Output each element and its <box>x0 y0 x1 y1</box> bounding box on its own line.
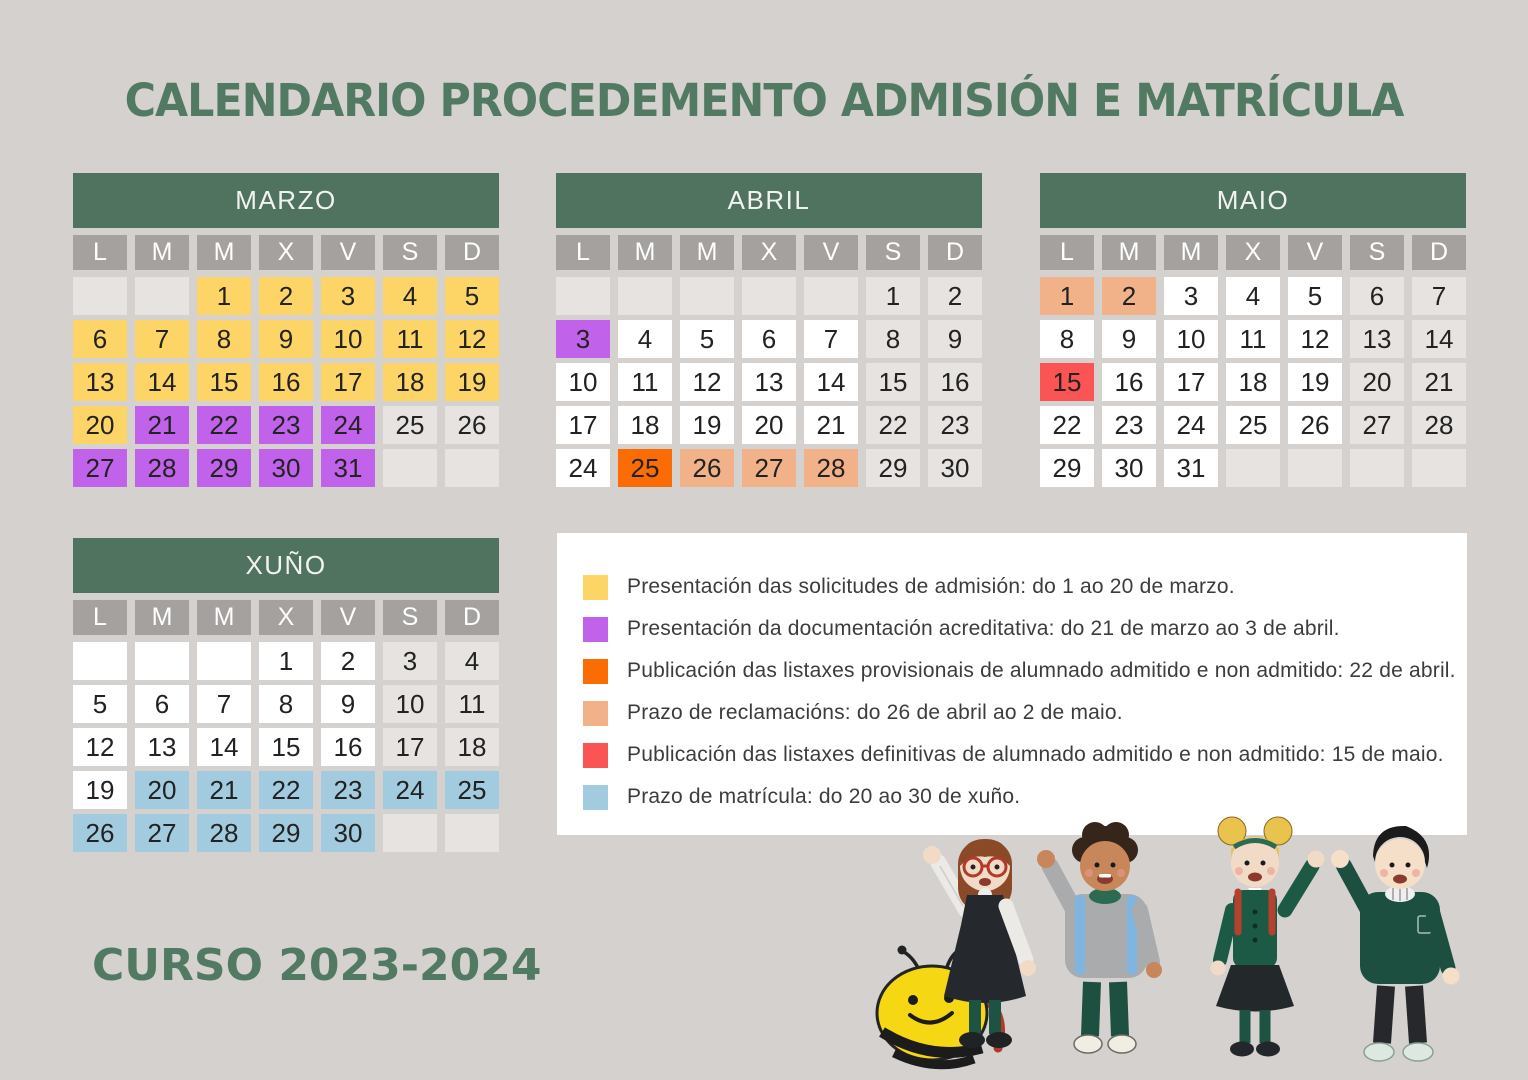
day-cell: 30 <box>321 814 375 852</box>
day-cell: 21 <box>135 406 189 444</box>
weekday-header: S <box>866 235 920 270</box>
day-cell: 12 <box>680 363 734 401</box>
day-cell: 22 <box>259 771 313 809</box>
page-title: CALENDARIO PROCEDEMENTO ADMISIÓN E MATRÍCULA <box>124 74 1404 127</box>
day-cell: 22 <box>197 406 251 444</box>
day-cell: 5 <box>73 685 127 723</box>
weekday-header: D <box>445 600 499 635</box>
day-grid-maio <box>1040 277 1466 487</box>
legend-swatch-yellow <box>583 575 608 600</box>
day-cell: 11 <box>618 363 672 401</box>
legend-text: Presentación da documentación acreditativa: do 21 de marzo ao 3 de abril. <box>627 617 1340 640</box>
day-cell: 16 <box>321 728 375 766</box>
day-cell: 9 <box>1102 320 1156 358</box>
day-cell: 29 <box>866 449 920 487</box>
day-cell: 25 <box>618 449 672 487</box>
day-cell: 16 <box>1102 363 1156 401</box>
legend-text: Publicación das listaxes provisionais de alumnado admitido e non admitido: 22 de abril. <box>627 659 1456 682</box>
day-cell: 12 <box>73 728 127 766</box>
day-cell: 16 <box>259 363 313 401</box>
day-cell: 5 <box>445 277 499 315</box>
legend-item <box>583 692 1467 734</box>
weekday-header: M <box>680 235 734 270</box>
weekday-header: D <box>928 235 982 270</box>
day-cell: 6 <box>1350 277 1404 315</box>
boy-waving-illustration <box>1331 826 1460 1061</box>
day-grid-marzo <box>73 277 499 487</box>
day-cell: 21 <box>197 771 251 809</box>
day-cell: 4 <box>618 320 672 358</box>
day-cell: 31 <box>1164 449 1218 487</box>
day-cell: 1 <box>1040 277 1094 315</box>
day-cell: 13 <box>135 728 189 766</box>
weekday-header: V <box>804 235 858 270</box>
legend-item <box>583 608 1467 650</box>
day-cell: 18 <box>618 406 672 444</box>
day-cell: 9 <box>321 685 375 723</box>
day-cell: 2 <box>1102 277 1156 315</box>
day-cell: 28 <box>1412 406 1466 444</box>
legend-text: Publicación das listaxes definitivas de alumnado admitido e non admitido: 15 de maio. <box>627 743 1444 766</box>
legend-swatch-blue <box>583 785 608 810</box>
day-cell-empty <box>445 814 499 852</box>
weekday-header: S <box>1350 235 1404 270</box>
day-cell: 26 <box>445 406 499 444</box>
day-cell: 4 <box>383 277 437 315</box>
day-cell: 9 <box>928 320 982 358</box>
day-cell: 7 <box>1412 277 1466 315</box>
day-cell-empty <box>556 277 610 315</box>
day-cell: 8 <box>1040 320 1094 358</box>
calendar-xuno <box>73 538 499 852</box>
day-cell-empty <box>73 642 127 680</box>
weekday-header: M <box>618 235 672 270</box>
day-cell-empty <box>135 277 189 315</box>
weekday-header: S <box>383 600 437 635</box>
day-cell-empty <box>383 449 437 487</box>
day-cell: 25 <box>383 406 437 444</box>
day-cell: 3 <box>321 277 375 315</box>
day-cell: 22 <box>1040 406 1094 444</box>
weekday-header: M <box>135 600 189 635</box>
day-cell: 2 <box>321 642 375 680</box>
day-cell: 2 <box>259 277 313 315</box>
weekday-header: S <box>383 235 437 270</box>
weekday-header: M <box>197 600 251 635</box>
day-cell: 15 <box>1040 363 1094 401</box>
day-cell: 14 <box>197 728 251 766</box>
day-cell: 28 <box>197 814 251 852</box>
day-cell: 4 <box>445 642 499 680</box>
day-cell: 14 <box>135 363 189 401</box>
weekday-header: V <box>321 235 375 270</box>
weekday-header: L <box>556 235 610 270</box>
day-cell: 29 <box>1040 449 1094 487</box>
day-cell: 26 <box>680 449 734 487</box>
day-cell: 15 <box>866 363 920 401</box>
day-cell: 23 <box>928 406 982 444</box>
weekday-header: X <box>259 235 313 270</box>
day-cell: 3 <box>1164 277 1218 315</box>
legend-item <box>583 734 1467 776</box>
day-cell: 26 <box>1288 406 1342 444</box>
day-cell: 24 <box>556 449 610 487</box>
day-cell: 25 <box>1226 406 1280 444</box>
weekday-row <box>556 235 982 270</box>
weekday-row <box>1040 235 1466 270</box>
day-cell-empty <box>1350 449 1404 487</box>
day-cell: 10 <box>556 363 610 401</box>
day-cell: 17 <box>321 363 375 401</box>
day-cell: 8 <box>866 320 920 358</box>
day-cell-empty <box>73 277 127 315</box>
day-cell: 15 <box>259 728 313 766</box>
day-cell: 10 <box>383 685 437 723</box>
day-cell: 26 <box>73 814 127 852</box>
legend-text: Presentación das solicitudes de admisión: do 1 ao 20 de marzo. <box>627 575 1235 598</box>
day-cell: 6 <box>742 320 796 358</box>
day-cell: 12 <box>445 320 499 358</box>
calendar-marzo <box>73 173 499 487</box>
day-cell: 23 <box>321 771 375 809</box>
month-title-abril: ABRIL <box>556 173 982 228</box>
day-cell: 18 <box>445 728 499 766</box>
day-cell: 27 <box>135 814 189 852</box>
day-cell: 1 <box>259 642 313 680</box>
weekday-header: D <box>445 235 499 270</box>
day-cell: 20 <box>73 406 127 444</box>
day-cell-empty <box>680 277 734 315</box>
calendar-maio <box>1040 173 1466 487</box>
day-cell: 29 <box>197 449 251 487</box>
day-cell: 7 <box>804 320 858 358</box>
weekday-header: L <box>1040 235 1094 270</box>
day-cell: 14 <box>1412 320 1466 358</box>
day-cell: 28 <box>804 449 858 487</box>
day-cell: 24 <box>1164 406 1218 444</box>
weekday-header: X <box>1226 235 1280 270</box>
day-cell: 11 <box>383 320 437 358</box>
legend-text: Prazo de matrícula: do 20 ao 30 de xuño. <box>627 785 1021 808</box>
day-cell: 7 <box>135 320 189 358</box>
course-label: CURSO 2023-2024 <box>92 940 542 991</box>
day-cell: 17 <box>1164 363 1218 401</box>
day-cell: 19 <box>445 363 499 401</box>
day-cell: 30 <box>928 449 982 487</box>
day-cell: 13 <box>742 363 796 401</box>
day-cell-empty <box>804 277 858 315</box>
month-title-marzo: MARZO <box>73 173 499 228</box>
legend-swatch-salmon <box>583 701 608 726</box>
weekday-header: L <box>73 235 127 270</box>
boy-with-backpack-illustration <box>1037 822 1162 1053</box>
day-cell: 20 <box>135 771 189 809</box>
legend-box <box>557 533 1467 835</box>
day-cell: 7 <box>197 685 251 723</box>
day-cell: 3 <box>383 642 437 680</box>
day-grid-abril <box>556 277 982 487</box>
day-cell: 5 <box>1288 277 1342 315</box>
day-cell: 17 <box>556 406 610 444</box>
weekday-header: M <box>197 235 251 270</box>
legend-item <box>583 650 1467 692</box>
day-cell: 19 <box>73 771 127 809</box>
day-cell: 28 <box>135 449 189 487</box>
day-cell: 27 <box>1350 406 1404 444</box>
day-cell-empty <box>135 642 189 680</box>
children-illustration <box>860 810 1505 1078</box>
day-cell: 17 <box>383 728 437 766</box>
legend-swatch-orange <box>583 659 608 684</box>
day-cell: 23 <box>1102 406 1156 444</box>
day-cell: 8 <box>259 685 313 723</box>
day-cell-empty <box>1288 449 1342 487</box>
day-cell: 10 <box>321 320 375 358</box>
day-cell: 13 <box>1350 320 1404 358</box>
day-cell: 27 <box>73 449 127 487</box>
day-cell: 6 <box>73 320 127 358</box>
day-cell: 31 <box>321 449 375 487</box>
weekday-header: M <box>135 235 189 270</box>
weekday-header: L <box>73 600 127 635</box>
day-cell: 21 <box>804 406 858 444</box>
day-cell: 29 <box>259 814 313 852</box>
legend-swatch-red <box>583 743 608 768</box>
weekday-row <box>73 235 499 270</box>
day-cell: 20 <box>742 406 796 444</box>
day-cell: 21 <box>1412 363 1466 401</box>
legend-text: Prazo de reclamacións: do 26 de abril ao 2 de maio. <box>627 701 1123 724</box>
day-cell: 22 <box>866 406 920 444</box>
day-cell: 8 <box>197 320 251 358</box>
day-cell: 18 <box>1226 363 1280 401</box>
legend-swatch-purple <box>583 617 608 642</box>
day-grid-xuno <box>73 642 499 852</box>
day-cell: 2 <box>928 277 982 315</box>
weekday-header: M <box>1102 235 1156 270</box>
day-cell-empty <box>1412 449 1466 487</box>
day-cell: 9 <box>259 320 313 358</box>
month-title-xuno: XUÑO <box>73 538 499 593</box>
day-cell: 19 <box>1288 363 1342 401</box>
day-cell: 18 <box>383 363 437 401</box>
day-cell: 30 <box>1102 449 1156 487</box>
day-cell: 13 <box>73 363 127 401</box>
day-cell: 11 <box>445 685 499 723</box>
day-cell-empty <box>742 277 796 315</box>
day-cell: 10 <box>1164 320 1218 358</box>
day-cell: 30 <box>259 449 313 487</box>
day-cell: 20 <box>1350 363 1404 401</box>
day-cell: 1 <box>197 277 251 315</box>
day-cell-empty <box>383 814 437 852</box>
day-cell-empty <box>1226 449 1280 487</box>
weekday-header: M <box>1164 235 1218 270</box>
weekday-header: V <box>321 600 375 635</box>
day-cell-empty <box>618 277 672 315</box>
girl-with-buns-illustration <box>1211 817 1325 1057</box>
day-cell-empty <box>445 449 499 487</box>
day-cell: 19 <box>680 406 734 444</box>
day-cell: 23 <box>259 406 313 444</box>
day-cell: 5 <box>680 320 734 358</box>
day-cell: 3 <box>556 320 610 358</box>
weekday-header: X <box>742 235 796 270</box>
month-title-maio: MAIO <box>1040 173 1466 228</box>
day-cell: 14 <box>804 363 858 401</box>
day-cell: 27 <box>742 449 796 487</box>
day-cell: 16 <box>928 363 982 401</box>
weekday-header: V <box>1288 235 1342 270</box>
weekday-row <box>73 600 499 635</box>
day-cell: 25 <box>445 771 499 809</box>
day-cell: 6 <box>135 685 189 723</box>
day-cell: 1 <box>866 277 920 315</box>
calendar-abril <box>556 173 982 487</box>
day-cell: 24 <box>383 771 437 809</box>
day-cell: 15 <box>197 363 251 401</box>
day-cell: 11 <box>1226 320 1280 358</box>
legend-item <box>583 566 1467 608</box>
day-cell-empty <box>197 642 251 680</box>
day-cell: 12 <box>1288 320 1342 358</box>
weekday-header: X <box>259 600 313 635</box>
day-cell: 4 <box>1226 277 1280 315</box>
weekday-header: D <box>1412 235 1466 270</box>
day-cell: 24 <box>321 406 375 444</box>
